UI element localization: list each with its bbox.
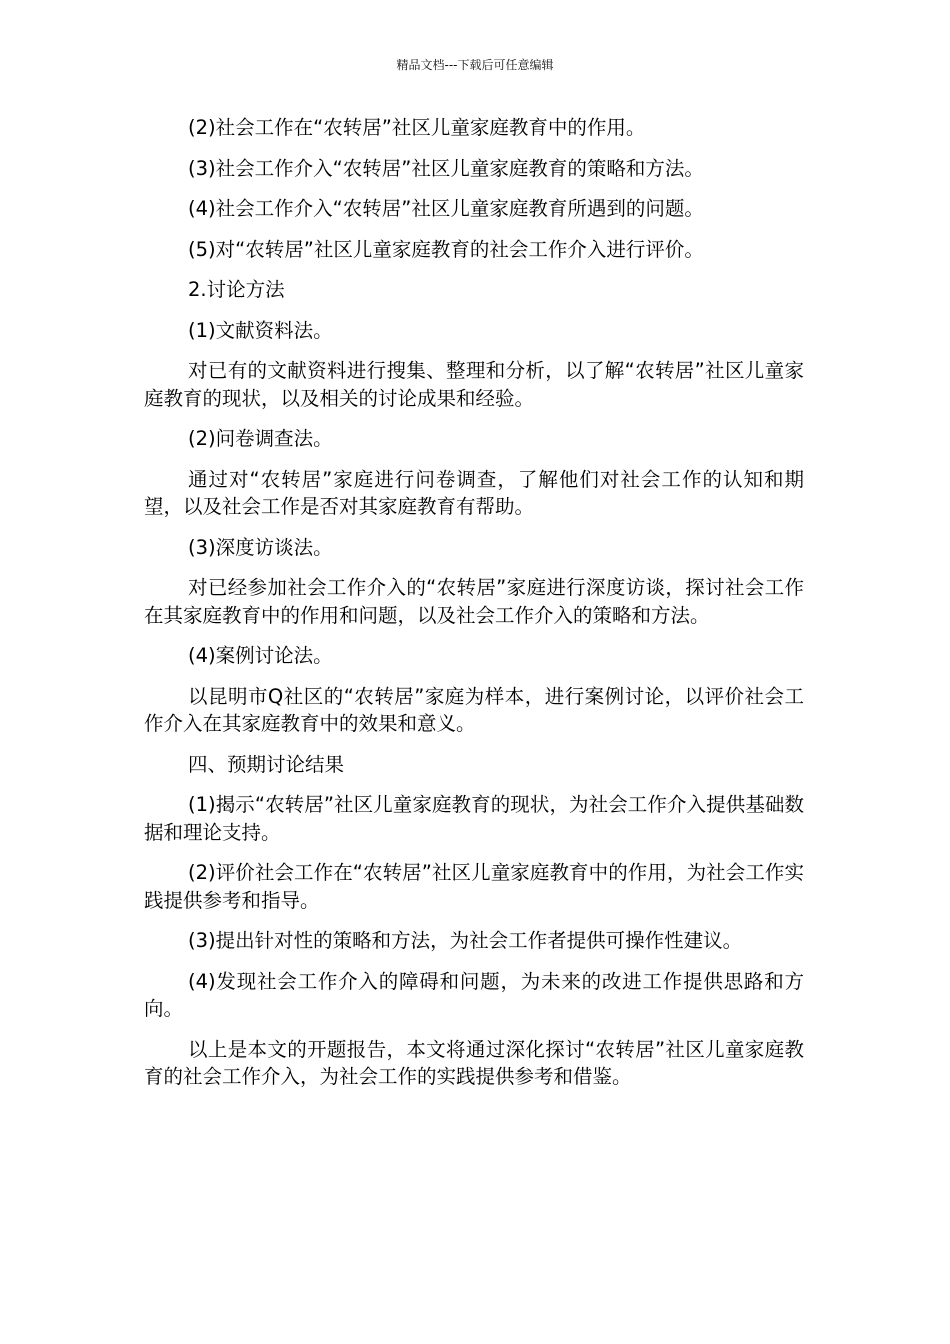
method-text-case: 以昆明市Q社区的“农转居”家庭为样本，进行案例讨论，以评价社会工作介入在其家庭教育中的效果和意义。 <box>144 684 804 735</box>
page-header: 精品文档---下载后可任意编辑 <box>396 58 554 72</box>
result-item-1: (1)揭示“农转居”社区儿童家庭教育的现状，为社会工作介入提供基础数据和理论支持。 <box>144 793 804 844</box>
conclusion-paragraph: 以上是本文的开题报告，本文将通过深化探讨“农转居”社区儿童家庭教育的社会工作介入，为社会工作的实践提供参考和借鉴。 <box>144 1037 804 1088</box>
section-heading-methods: 2.讨论方法 <box>188 278 285 301</box>
result-item-4: (4)发现社会工作介入的障碍和问题，为未来的改进工作提供思路和方向。 <box>144 969 804 1020</box>
method-heading-literature: (1)文献资料法。 <box>188 318 333 342</box>
method-heading-case: (4)案例讨论法。 <box>188 644 333 667</box>
result-item-3: (3)提出针对性的策略和方法，为社会工作者提供可操作性建议。 <box>188 929 743 952</box>
method-heading-interview: (3)深度访谈法。 <box>188 535 333 559</box>
paragraph-item-4: (4)社会工作介入“农转居”社区儿童家庭教育所遇到的问题。 <box>188 197 704 220</box>
method-text-questionnaire: 通过对“农转居”家庭进行问卷调查，了解他们对社会工作的认知和期望，以及社会工作是否对其家庭教育有帮助。 <box>144 467 804 518</box>
result-item-2: (2)评价社会工作在“农转居”社区儿童家庭教育中的作用，为社会工作实践提供参考和指导。 <box>144 861 804 912</box>
paragraph-item-5: (5)对“农转居”社区儿童家庭教育的社会工作介入进行评价。 <box>188 237 704 261</box>
method-heading-questionnaire: (2)问卷调查法。 <box>188 427 333 450</box>
method-text-interview: 对已经参加社会工作介入的“农转居”家庭进行深度访谈，探讨社会工作在其家庭教育中的作用和问题，以及社会工作介入的策略和方法。 <box>144 576 804 627</box>
document-body <box>144 114 804 1104</box>
paragraph-item-3: (3)社会工作介入“农转居”社区儿童家庭教育的策略和方法。 <box>188 156 704 180</box>
section-heading-results: 四、预期讨论结果 <box>188 752 345 776</box>
method-text-literature: 对已有的文献资料进行搜集、整理和分析，以了解“农转居”社区儿童家庭教育的现状，以及相关的讨论成果和经验。 <box>144 359 804 410</box>
paragraph-item-2: (2)社会工作在“农转居”社区儿童家庭教育中的作用。 <box>188 116 646 139</box>
